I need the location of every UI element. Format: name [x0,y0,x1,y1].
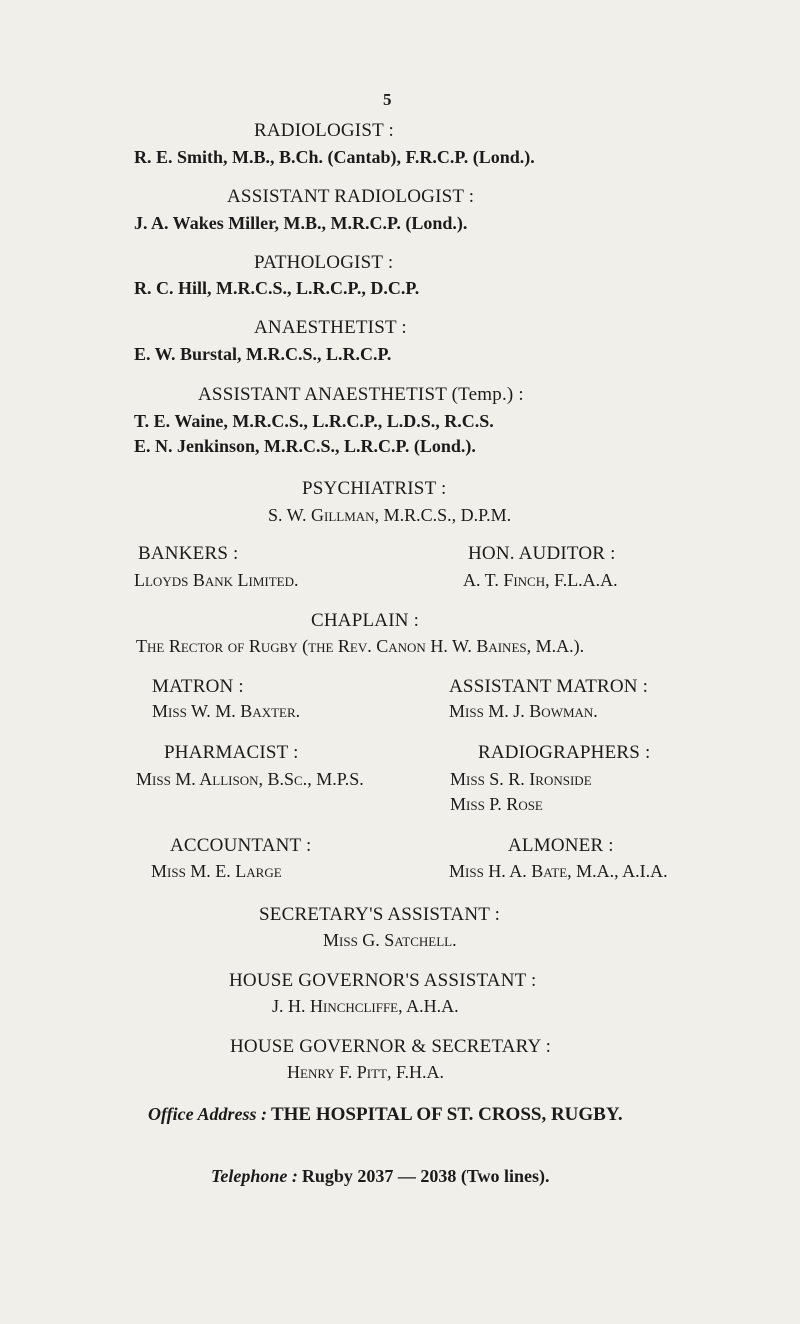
secretarys-assistant-heading: SECRETARY'S ASSISTANT : [259,904,501,925]
accountant-heading: ACCOUNTANT : [170,835,312,856]
house-governor-name: Henry F. Pitt, F.H.A. [287,1062,445,1082]
pathologist-heading: PATHOLOGIST : [254,252,394,273]
assistant-anaesthetist-name-2: E. N. Jenkinson, M.R.C.S., L.R.C.P. (Lond.). [134,436,476,456]
pharmacist-heading: PHARMACIST : [164,742,299,763]
house-governors-assistant-heading: HOUSE GOVERNOR'S ASSISTANT : [229,970,537,991]
page-number: 5 [383,90,392,109]
house-governors-assistant-name: J. H. Hinchcliffe, A.H.A. [272,996,459,1016]
radiographer-name-1: Miss S. R. Ironside [450,769,592,789]
assistant-anaesthetist-heading: ASSISTANT ANAESTHETIST (Temp.) : [198,384,524,405]
pathologist-name: R. C. Hill, M.R.C.S., L.R.C.P., D.C.P. [134,278,420,298]
chaplain-heading: CHAPLAIN : [311,610,420,631]
assistant-matron-name: Miss M. J. Bowman. [449,701,598,721]
telephone-label: Telephone : [211,1166,298,1186]
accountant-name: Miss M. E. Large [151,861,282,881]
hon-auditor-heading: HON. AUDITOR : [468,543,616,564]
assistant-radiologist-heading: ASSISTANT RADIOLOGIST : [227,186,475,207]
radiographers-heading: RADIOGRAPHERS : [478,742,651,763]
matron-heading: MATRON : [152,676,244,697]
office-address [148,1104,623,1126]
almoner-name: Miss H. A. Bate, M.A., A.I.A. [449,861,668,881]
telephone [211,1166,550,1187]
bankers-name: Lloyds Bank Limited. [134,570,299,590]
pharmacist-name: Miss M. Allison, B.Sc., M.P.S. [136,769,364,789]
chaplain-name: The Rector of Rugby (the Rev. Canon H. W. Baines, M.A.). [136,636,585,656]
almoner-heading: ALMONER : [508,835,614,856]
hon-auditor-name: A. T. Finch, F.L.A.A. [463,570,618,590]
bankers-heading: BANKERS : [138,543,239,564]
radiologist-name: R. E. Smith, M.B., B.Ch. (Cantab), F.R.C.P. (Lond.). [134,147,535,167]
assistant-matron-heading: ASSISTANT MATRON : [449,676,649,697]
anaesthetist-heading: ANAESTHETIST : [254,317,407,338]
secretarys-assistant-name: Miss G. Satchell. [323,930,457,950]
radiologist-heading: RADIOLOGIST : [254,120,394,141]
psychiatrist-heading: PSYCHIATRIST : [302,478,447,499]
house-governor-heading: HOUSE GOVERNOR & SECRETARY : [230,1036,552,1057]
psychiatrist-name: S. W. Gillman, M.R.C.S., D.P.M. [268,505,512,525]
assistant-anaesthetist-name-1: T. E. Waine, M.R.C.S., L.R.C.P., L.D.S., R.C.S. [134,411,494,431]
telephone-value: Rugby 2037 — 2038 (Two lines). [301,1166,550,1186]
anaesthetist-name: E. W. Burstal, M.R.C.S., L.R.C.P. [134,344,392,364]
office-address-value: THE HOSPITAL OF ST. CROSS, RUGBY. [270,1104,623,1125]
office-address-label: Office Address : [148,1104,267,1124]
radiographer-name-2: Miss P. Rose [450,794,543,814]
assistant-radiologist-name: J. A. Wakes Miller, M.B., M.R.C.P. (Lond.). [134,213,468,233]
matron-name: Miss W. M. Baxter. [152,701,301,721]
